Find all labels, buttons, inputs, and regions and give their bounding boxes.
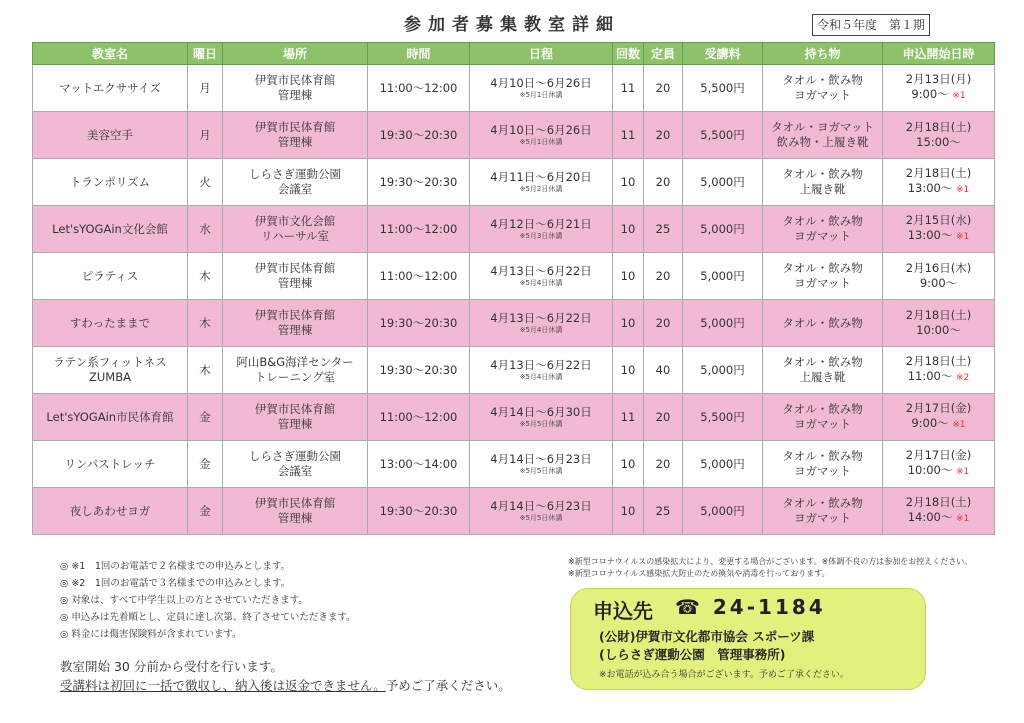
fee-cell: 5,000円 <box>700 315 745 330</box>
start-date: 2月13日(月) <box>905 72 972 86</box>
cell-name <box>33 112 188 159</box>
cell-fee <box>683 300 763 347</box>
start-time: 10:00〜 <box>916 323 961 337</box>
cell-time <box>368 394 470 441</box>
fee-cell: 5,500円 <box>700 127 745 142</box>
table-header-row <box>33 43 995 65</box>
capacity-cell: 20 <box>655 80 671 95</box>
class-name: 美容空手 <box>87 127 133 142</box>
cell-cap <box>644 253 683 300</box>
cell-items <box>763 347 883 394</box>
limit-mark: ※1 <box>952 91 966 101</box>
holiday-note: ※5月5日休講 <box>519 420 563 428</box>
start-time: 13:00〜 <box>907 228 953 242</box>
time-cell: 19:30〜20:30 <box>379 174 458 189</box>
table-row <box>33 112 995 159</box>
limit-mark: ※1 <box>952 420 966 430</box>
cell-start <box>883 300 995 347</box>
day-cell: 木 <box>199 315 211 330</box>
time-cell: 11:00〜12:00 <box>379 221 458 236</box>
cell-day <box>188 206 223 253</box>
day-cell: 金 <box>199 409 211 424</box>
fee-cell: 5,500円 <box>700 80 745 95</box>
cell-start <box>883 112 995 159</box>
class-name: 夜しあわせヨガ <box>69 503 151 518</box>
time-cell: 19:30〜20:30 <box>379 503 458 518</box>
start-date: 2月16日(木) <box>905 261 972 275</box>
count-cell: 10 <box>620 315 636 330</box>
day-cell: 月 <box>199 127 211 142</box>
fee-cell: 5,000円 <box>700 456 745 471</box>
fee-cell: 5,000円 <box>700 221 745 236</box>
holiday-note: ※5月2日休講 <box>519 185 563 193</box>
day-cell: 火 <box>199 174 211 189</box>
cell-dates <box>470 300 613 347</box>
capacity-cell: 20 <box>655 268 671 283</box>
cell-time <box>368 206 470 253</box>
place-line-1: 伊賀市民体育館 <box>254 120 336 134</box>
holiday-note: ※5月1日休講 <box>519 138 563 146</box>
day-cell: 月 <box>199 80 211 95</box>
start-time: 9:00〜 <box>919 276 958 290</box>
note-item: ◎ 対象は、すべて中学生以上の方とさせていただきます。 <box>60 592 356 609</box>
cell-dates <box>470 394 613 441</box>
refund-warning: 受講料は初回に一括で徴収し、納入後は返金できません。 <box>60 678 386 693</box>
notes-list <box>60 558 356 643</box>
cell-name <box>33 206 188 253</box>
items-line-2: ヨガマット <box>793 88 852 102</box>
count-cell: 10 <box>620 362 636 377</box>
cell-day <box>188 159 223 206</box>
cell-dates <box>470 159 613 206</box>
start-time: 9:00〜 <box>911 87 949 101</box>
contact-tel[interactable] <box>675 595 826 619</box>
dates-cell: 4月14日〜6月23日 <box>490 499 592 513</box>
start-date: 2月17日(金) <box>905 401 972 415</box>
holiday-note: ※5月1日休講 <box>519 91 563 99</box>
class-name-2: ZUMBA <box>89 370 131 384</box>
cell-day <box>188 300 223 347</box>
contact-box <box>570 588 926 690</box>
count-cell: 10 <box>620 456 636 471</box>
items-line-2: 上履き靴 <box>799 182 846 196</box>
start-time: 14:00〜 <box>907 510 953 524</box>
capacity-cell: 40 <box>655 362 671 377</box>
dates-cell: 4月13日〜6月22日 <box>490 311 592 325</box>
cell-place <box>223 206 368 253</box>
capacity-cell: 20 <box>655 127 671 142</box>
cell-day <box>188 253 223 300</box>
reception-notice <box>60 657 511 695</box>
items-line-1: タオル・飲み物 <box>782 315 863 330</box>
place-line-1: 阿山B&G海洋センター <box>236 355 354 369</box>
header-place: 場所 <box>223 43 368 65</box>
header-name: 教室名 <box>33 43 188 65</box>
cell-count <box>613 206 644 253</box>
fee-cell: 5,000円 <box>700 174 745 189</box>
start-date: 2月17日(金) <box>905 448 972 462</box>
capacity-cell: 20 <box>655 315 671 330</box>
note-item: ◎ ※2 1回のお電話で３名様までの申込みとします。 <box>60 575 356 592</box>
dates-cell: 4月12日〜6月21日 <box>490 217 592 231</box>
items-line-1: タオル・ヨガマット <box>770 120 875 134</box>
start-time: 13:00〜 <box>907 181 953 195</box>
table-row <box>33 253 995 300</box>
time-cell: 11:00〜12:00 <box>379 409 458 424</box>
contact-place: (しらさぎ運動公園 管理事務所) <box>599 647 786 662</box>
limit-mark: ※1 <box>956 467 970 477</box>
start-date: 2月18日(土) <box>905 120 972 134</box>
capacity-cell: 25 <box>655 503 671 518</box>
cell-count <box>613 159 644 206</box>
place-line-1: 伊賀市民体育館 <box>254 402 336 416</box>
cell-fee <box>683 253 763 300</box>
cell-day <box>188 394 223 441</box>
cell-fee <box>683 347 763 394</box>
covid-notes <box>568 556 972 580</box>
time-cell: 11:00〜12:00 <box>379 80 458 95</box>
cell-dates <box>470 488 613 535</box>
note-item: ◎ 申込みは先着順とし、定員に達し次第、終了させていただきます。 <box>60 609 356 626</box>
cell-items <box>763 441 883 488</box>
cell-count <box>613 441 644 488</box>
start-time: 15:00〜 <box>916 135 961 149</box>
class-name: リンパストレッチ <box>64 456 156 471</box>
header-schedule: 日程 <box>470 43 613 65</box>
cell-fee <box>683 488 763 535</box>
cell-dates <box>470 441 613 488</box>
cell-start <box>883 253 995 300</box>
cell-fee <box>683 441 763 488</box>
place-line-1: 伊賀市民体育館 <box>254 496 336 510</box>
header-day: 曜日 <box>188 43 223 65</box>
cell-place <box>223 300 368 347</box>
cell-name <box>33 253 188 300</box>
cell-items <box>763 112 883 159</box>
cell-name <box>33 441 188 488</box>
place-line-1: しらさぎ運動公園 <box>249 449 341 463</box>
header-items: 持ち物 <box>763 43 883 65</box>
items-line-1: タオル・飲み物 <box>782 261 863 275</box>
fee-cell: 5,500円 <box>700 409 745 424</box>
dates-cell: 4月11日〜6月20日 <box>490 170 592 184</box>
cell-cap <box>644 394 683 441</box>
cell-dates <box>470 112 613 159</box>
count-cell: 11 <box>620 127 636 142</box>
table-row <box>33 441 995 488</box>
place-line-2: 会議室 <box>277 182 313 196</box>
place-line-2: 管理棟 <box>277 511 313 525</box>
class-name: トランポリズム <box>69 174 151 189</box>
time-cell: 19:30〜20:30 <box>379 315 458 330</box>
contact-org: (公財)伊賀市文化都市協会 スポーツ課 <box>599 629 815 644</box>
cell-fee <box>683 65 763 112</box>
holiday-note: ※5月3日休講 <box>519 232 563 240</box>
covid-note: ※新型コロナウイルスの感染拡大により、変更する場合がございます。※体調不良の方は参加をお控えください。 <box>568 557 973 566</box>
cell-fee <box>683 394 763 441</box>
cell-dates <box>470 206 613 253</box>
reception-line: 教室開始 30 分前から受付を行います。 <box>60 659 283 674</box>
cell-fee <box>683 159 763 206</box>
cell-count <box>613 65 644 112</box>
dates-cell: 4月13日〜6月22日 <box>490 358 592 372</box>
cell-place <box>223 441 368 488</box>
day-cell: 木 <box>199 362 211 377</box>
cell-start <box>883 159 995 206</box>
place-line-1: 伊賀市民体育館 <box>254 73 336 87</box>
cell-time <box>368 159 470 206</box>
refund-line <box>60 676 511 695</box>
cell-cap <box>644 347 683 394</box>
cell-day <box>188 347 223 394</box>
holiday-note: ※5月4日休講 <box>519 279 563 287</box>
holiday-note: ※5月4日休講 <box>519 373 563 381</box>
cell-items <box>763 253 883 300</box>
cell-time <box>368 253 470 300</box>
place-line-2: 会議室 <box>277 464 313 478</box>
time-cell: 11:00〜12:00 <box>379 268 458 283</box>
cell-items <box>763 300 883 347</box>
contact-note: ※お電話が込み合う場合がございます。予めご了承ください。 <box>599 670 849 680</box>
cell-name <box>33 65 188 112</box>
place-line-1: しらさぎ運動公園 <box>249 167 341 181</box>
cell-count <box>613 488 644 535</box>
items-line-1: タオル・飲み物 <box>782 496 863 510</box>
day-cell: 金 <box>199 503 211 518</box>
class-name: ラテン系フィットネス <box>53 355 167 369</box>
cell-items <box>763 488 883 535</box>
cell-name <box>33 159 188 206</box>
cell-cap <box>644 65 683 112</box>
cell-name <box>33 300 188 347</box>
header-fee: 受講料 <box>683 43 763 65</box>
covid-note: ※新型コロナウイルス感染拡大防止のため換気や消毒を行っております。 <box>568 569 830 578</box>
fee-cell: 5,000円 <box>700 362 745 377</box>
place-line-2: 管理棟 <box>277 276 313 290</box>
cell-place <box>223 159 368 206</box>
class-name: ピラティス <box>81 268 139 283</box>
count-cell: 10 <box>620 268 636 283</box>
cell-time <box>368 112 470 159</box>
time-cell: 13:00〜14:00 <box>379 456 458 471</box>
cell-count <box>613 347 644 394</box>
header-count: 回数 <box>613 43 644 65</box>
cell-dates <box>470 65 613 112</box>
cell-place <box>223 488 368 535</box>
items-line-1: タオル・飲み物 <box>782 355 863 369</box>
cell-time <box>368 300 470 347</box>
capacity-cell: 25 <box>655 221 671 236</box>
note-item: ◎ ※1 1回のお電話で２名様までの申込みとします。 <box>60 558 356 575</box>
class-name: すわったままで <box>69 315 151 330</box>
items-line-2: 飲み物・上履き靴 <box>776 135 869 149</box>
items-line-2: ヨガマット <box>793 417 852 431</box>
contact-heading: 申込先 <box>593 599 653 623</box>
fee-cell: 5,000円 <box>700 503 745 518</box>
cell-start <box>883 65 995 112</box>
dates-cell: 4月14日〜6月23日 <box>490 452 592 466</box>
table-row <box>33 394 995 441</box>
day-cell: 水 <box>199 221 211 236</box>
day-cell: 金 <box>199 456 211 471</box>
cell-count <box>613 394 644 441</box>
table-row <box>33 65 995 112</box>
place-line-2: 管理棟 <box>277 135 313 149</box>
capacity-cell: 20 <box>655 409 671 424</box>
cell-name <box>33 347 188 394</box>
cell-place <box>223 394 368 441</box>
cell-place <box>223 253 368 300</box>
limit-mark: ※1 <box>956 232 970 242</box>
cell-time <box>368 65 470 112</box>
cell-start <box>883 488 995 535</box>
start-time: 11:00〜 <box>907 369 953 383</box>
table-row <box>33 347 995 394</box>
class-name: Let'sYOGAin文化会館 <box>52 221 168 236</box>
limit-mark: ※2 <box>956 373 970 383</box>
time-cell: 19:30〜20:30 <box>379 362 458 377</box>
start-date: 2月18日(土) <box>905 495 972 509</box>
items-line-2: ヨガマット <box>793 511 852 525</box>
tel-number: 24-1184 <box>712 595 826 619</box>
place-line-2: 管理棟 <box>277 417 313 431</box>
start-date: 2月18日(土) <box>905 354 972 368</box>
items-line-1: タオル・飲み物 <box>782 449 863 463</box>
count-cell: 11 <box>620 80 636 95</box>
cell-day <box>188 488 223 535</box>
cell-items <box>763 206 883 253</box>
dates-cell: 4月14日〜6月30日 <box>490 405 592 419</box>
time-cell: 19:30〜20:30 <box>379 127 458 142</box>
cell-place <box>223 347 368 394</box>
limit-mark: ※1 <box>956 514 970 524</box>
cell-start <box>883 394 995 441</box>
items-line-1: タオル・飲み物 <box>782 73 863 87</box>
cell-start <box>883 347 995 394</box>
items-line-2: 上履き靴 <box>799 370 846 384</box>
note-item: ◎ 料金には傷害保険料が含まれています。 <box>60 626 356 643</box>
cell-fee <box>683 112 763 159</box>
class-name: Let'sYOGAin市民体育館 <box>46 409 174 424</box>
table-row <box>33 159 995 206</box>
class-table <box>32 42 995 535</box>
items-line-2: ヨガマット <box>793 464 852 478</box>
table-row <box>33 300 995 347</box>
start-time: 10:00〜 <box>907 463 953 477</box>
dates-cell: 4月10日〜6月26日 <box>490 123 592 137</box>
place-line-2: 管理棟 <box>277 323 313 337</box>
cell-count <box>613 112 644 159</box>
day-cell: 木 <box>199 268 211 283</box>
place-line-2: リハーサル室 <box>260 229 330 243</box>
table-row <box>33 488 995 535</box>
place-line-1: 伊賀市文化会館 <box>254 214 336 228</box>
cell-name <box>33 488 188 535</box>
count-cell: 11 <box>620 409 636 424</box>
cell-items <box>763 394 883 441</box>
header-start: 申込開始日時 <box>883 43 995 65</box>
cell-day <box>188 441 223 488</box>
cell-day <box>188 112 223 159</box>
place-line-2: トレーニング室 <box>254 370 336 384</box>
cell-items <box>763 65 883 112</box>
capacity-cell: 20 <box>655 456 671 471</box>
start-date: 2月15日(水) <box>905 213 972 227</box>
start-date: 2月18日(土) <box>905 166 972 180</box>
items-line-1: タオル・飲み物 <box>782 214 863 228</box>
cell-place <box>223 65 368 112</box>
header-time: 時間 <box>368 43 470 65</box>
limit-mark: ※1 <box>956 185 970 195</box>
cell-cap <box>644 206 683 253</box>
count-cell: 10 <box>620 221 636 236</box>
class-name: マットエクササイズ <box>59 80 161 95</box>
cell-dates <box>470 347 613 394</box>
dates-cell: 4月13日〜6月22日 <box>490 264 592 278</box>
count-cell: 10 <box>620 174 636 189</box>
place-line-1: 伊賀市民体育館 <box>254 308 336 322</box>
cell-dates <box>470 253 613 300</box>
phone-icon: ☎ <box>675 595 703 619</box>
dates-cell: 4月10日〜6月26日 <box>490 76 592 90</box>
holiday-note: ※5月5日休講 <box>519 467 563 475</box>
cell-cap <box>644 441 683 488</box>
items-line-1: タオル・飲み物 <box>782 402 863 416</box>
fee-cell: 5,000円 <box>700 268 745 283</box>
start-time: 9:00〜 <box>911 416 949 430</box>
cell-start <box>883 441 995 488</box>
cell-cap <box>644 159 683 206</box>
cell-count <box>613 300 644 347</box>
place-line-1: 伊賀市民体育館 <box>254 261 336 275</box>
items-line-2: ヨガマット <box>793 229 852 243</box>
cell-time <box>368 441 470 488</box>
page-title: 参加者募集教室詳細 <box>404 15 620 35</box>
count-cell: 10 <box>620 503 636 518</box>
cell-items <box>763 159 883 206</box>
place-line-2: 管理棟 <box>277 88 313 102</box>
refund-rest: 予めご了承ください。 <box>385 678 511 693</box>
cell-cap <box>644 488 683 535</box>
capacity-cell: 20 <box>655 174 671 189</box>
cell-count <box>613 253 644 300</box>
holiday-note: ※5月5日休講 <box>519 514 563 522</box>
start-date: 2月18日(土) <box>905 308 972 322</box>
cell-time <box>368 488 470 535</box>
cell-time <box>368 347 470 394</box>
table-row <box>33 206 995 253</box>
cell-start <box>883 206 995 253</box>
period-label: 令和５年度 第１期 <box>812 14 930 36</box>
cell-day <box>188 65 223 112</box>
cell-name <box>33 394 188 441</box>
cell-place <box>223 112 368 159</box>
header-capacity: 定員 <box>644 43 683 65</box>
holiday-note: ※5月4日休講 <box>519 326 563 334</box>
cell-cap <box>644 300 683 347</box>
cell-fee <box>683 206 763 253</box>
items-line-1: タオル・飲み物 <box>782 167 863 181</box>
cell-cap <box>644 112 683 159</box>
items-line-2: ヨガマット <box>793 276 852 290</box>
